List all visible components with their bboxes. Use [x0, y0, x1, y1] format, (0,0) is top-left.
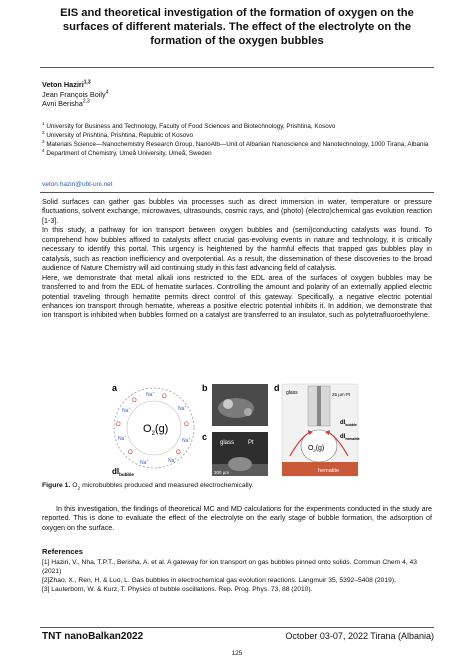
- ion-charge: +: [152, 391, 155, 395]
- panel-b-label: b: [202, 383, 208, 393]
- reference-item: [1] Haziri, V., Nha, T.P.T., Berisha, A. et al. A gateway for ion transport on gas bubbles pinned onto solids. Commun Chem 4, 43 (2021): [42, 559, 417, 576]
- ion-charge: +: [174, 457, 177, 461]
- sodium-ion-label: Na+: [146, 391, 155, 398]
- author-list: [42, 80, 108, 109]
- affiliation-number: 4: [42, 147, 45, 153]
- affiliation-number: 1: [42, 120, 45, 126]
- reference-list: [42, 558, 434, 594]
- body-paragraph: In this study, a pathway for ion transport between oxygen bubbles and (semi)conducting catalysts was found. To comprehend how bubbles affixed to catalysts affect crucial gas-evolving events in nature and technology, it is critically necessary to identify this portal. This urgency is heightened by the harmful effects that trapped gas bubbles play in catalysis, such as reaction inefficiency and overpotential. As a result, the dissemination of these discoveries to the broad audience of Nature Chemistry will aid continuing study in this fast advancing field of catalysis.: [42, 226, 432, 273]
- sodium-ion-label: Na+: [122, 407, 131, 414]
- affiliation-number: 3: [42, 138, 45, 144]
- ion-charge: +: [146, 459, 149, 463]
- ion-charge: +: [124, 435, 127, 439]
- author-entry: [42, 90, 108, 100]
- water-oxygen-label: O: [116, 422, 121, 428]
- sodium-ion-label: Na+: [182, 437, 191, 444]
- affiliation-list: [42, 120, 434, 159]
- figure-panel-a: [112, 383, 194, 477]
- affiliation-number: 2: [42, 129, 45, 135]
- affiliation-text: Materials Science—Nanochemistry Research Group, NanoAlb—Unit of Albanian Nanoscience and Nanotechnology, 1000 Tirana, Albania: [46, 140, 429, 148]
- references-heading: References: [42, 547, 83, 556]
- footer-divider: [40, 627, 434, 628]
- ion-charge: +: [184, 405, 187, 409]
- author-entry: [42, 80, 108, 90]
- body-paragraph: Here, we demonstrate that metal alkali ions restricted to the EDL area of the surfaces of oxygen bubbles may be transferred to and from the EDL of hematite surfaces. Controlling the amount and polarity of an externally applied electric potential traveling through hematite permits direct control of this gateway. Specifically, a negative electric potential enhances ion transport through hematite, whereas a positive electric potential inhibits it. In addition, we demonstrate that ion transport is inhibited when bubbles formed on a catalyst are transferred to an insulator, such as polytetrafluoroethylene.: [42, 273, 432, 320]
- author-affiliation-marker: 4: [105, 89, 109, 96]
- body-paragraph: Solid surfaces can gather gas bubbles via processes such as direct immersion in water, temperature or pressure fluctuations, solvent exchange, microwaves, ultrasounds, cosmic rays, and (photo) (electro)chemical gas evolution reaction [1-3].: [42, 198, 432, 225]
- figure-panel-c: [202, 432, 268, 476]
- corresponding-email-link[interactable]: veton.haziri@ubt-uni.net: [42, 181, 113, 188]
- caption-subscript: 2: [77, 486, 81, 492]
- caption-label: Figure 1.: [42, 482, 71, 489]
- bubble-photo-highlight: [223, 399, 233, 409]
- affiliation-item: [42, 138, 434, 150]
- affiliation-item: [42, 120, 434, 132]
- figure-1-graphic: [110, 382, 360, 478]
- hematite-label: hematite: [318, 468, 340, 474]
- affiliation-text: Department of Chemistry, Umeå University, Umeå, Sweden: [46, 149, 212, 157]
- bubble-gas-label: $O_2(g)$: [143, 423, 169, 437]
- scale-bar-label: 200 μm: [214, 470, 230, 475]
- double-layer-label: $dl_{bubble}$: [340, 420, 357, 427]
- paper-title: EIS and theoretical investigation of the formation of oxygen on the surfaces of different materials. The effect of the electrolyte on the formation of the oxygen bubbles: [60, 7, 414, 47]
- double-layer-label: $dl_{bubble}$: [112, 467, 134, 477]
- author-name: Jean François Boily: [42, 89, 106, 99]
- water-oxygen-label: O: [132, 398, 137, 404]
- figure-caption: [42, 482, 253, 491]
- affiliation-text: University for Business and Technology, Faculty of Food Sciences and Biotechnology, Prishtina, Kosovo: [46, 123, 336, 130]
- conference-date-location: October 03-07, 2022 Tirana (Albania): [285, 631, 434, 641]
- page-number: 125: [231, 650, 243, 657]
- reference-item: [3] Lauterborn, W. & Kurz, T. Physics of bubble oscillations. Rep. Prog. Phys. 73, 88 (2010).: [42, 586, 313, 594]
- affiliation-item: [42, 147, 434, 159]
- water-oxygen-label: O: [162, 394, 167, 400]
- bubble-photo-highlight: [244, 408, 252, 416]
- bubble-on-electrode: [228, 457, 252, 471]
- bubble-gas-label: $O_2(g)$: [308, 445, 325, 453]
- water-oxygen-label: O: [176, 450, 181, 456]
- reference-item: [2]Zhao, X., Ren, H. & Luo, L. Gas bubbles in electrochemical gas evolution reactions. Langmuir 35, 5392–5408 (2019).: [42, 577, 396, 585]
- probe-label: 25 μm Pt: [332, 392, 351, 397]
- figure-panel-b: [202, 383, 268, 426]
- double-layer-label: $dl_{hematite}$: [340, 434, 360, 441]
- abstract-body: [42, 198, 432, 321]
- capillary-glass-label: glass: [286, 390, 298, 396]
- ion-charge: +: [128, 407, 131, 411]
- platinum-label: Pt: [248, 440, 254, 446]
- affiliation-item: [42, 129, 434, 141]
- sodium-ion-label: Na+: [178, 405, 187, 412]
- sodium-ion-label: Na+: [168, 457, 177, 464]
- sodium-ion-label: Na+: [118, 435, 127, 442]
- closing-paragraph: In this investigation, the findings of theoretical MC and MD calculations for the experiments conducted in the study are reported. This is done to evaluate the effect of the electrolyte on the early stage of bubble formation, the adsorption of oxygen on the surface.: [42, 505, 432, 532]
- figure-panel-d: [274, 383, 360, 476]
- conference-name: TNT nanoBalkan2022: [42, 631, 144, 642]
- water-oxygen-label: O: [128, 450, 133, 456]
- author-entry: [42, 99, 108, 109]
- caption-text: O: [70, 482, 78, 489]
- sodium-ion-label: Na+: [140, 459, 149, 466]
- ion-charge: +: [188, 437, 191, 441]
- title-divider: [40, 67, 434, 68]
- platinum-wire: [317, 386, 321, 426]
- author-name: Avni Berisha: [42, 99, 83, 109]
- panel-a-label: a: [112, 383, 118, 393]
- author-affiliation-marker: 2,3: [82, 98, 90, 105]
- author-affiliation-marker: 1,3: [83, 79, 91, 86]
- email-divider: [40, 192, 434, 193]
- author-name: Veton Haziri: [42, 80, 84, 89]
- figure-1: [110, 382, 360, 478]
- glass-label: glass: [220, 440, 235, 446]
- panel-c-label: c: [202, 432, 208, 442]
- water-oxygen-label: O: [184, 422, 189, 428]
- panel-d-label: d: [274, 383, 280, 393]
- affiliation-text: University of Prishtina, Prishtina, Republic of Kosovo: [46, 131, 193, 139]
- caption-text: microbubbles produced and measured electrochemically.: [80, 482, 254, 489]
